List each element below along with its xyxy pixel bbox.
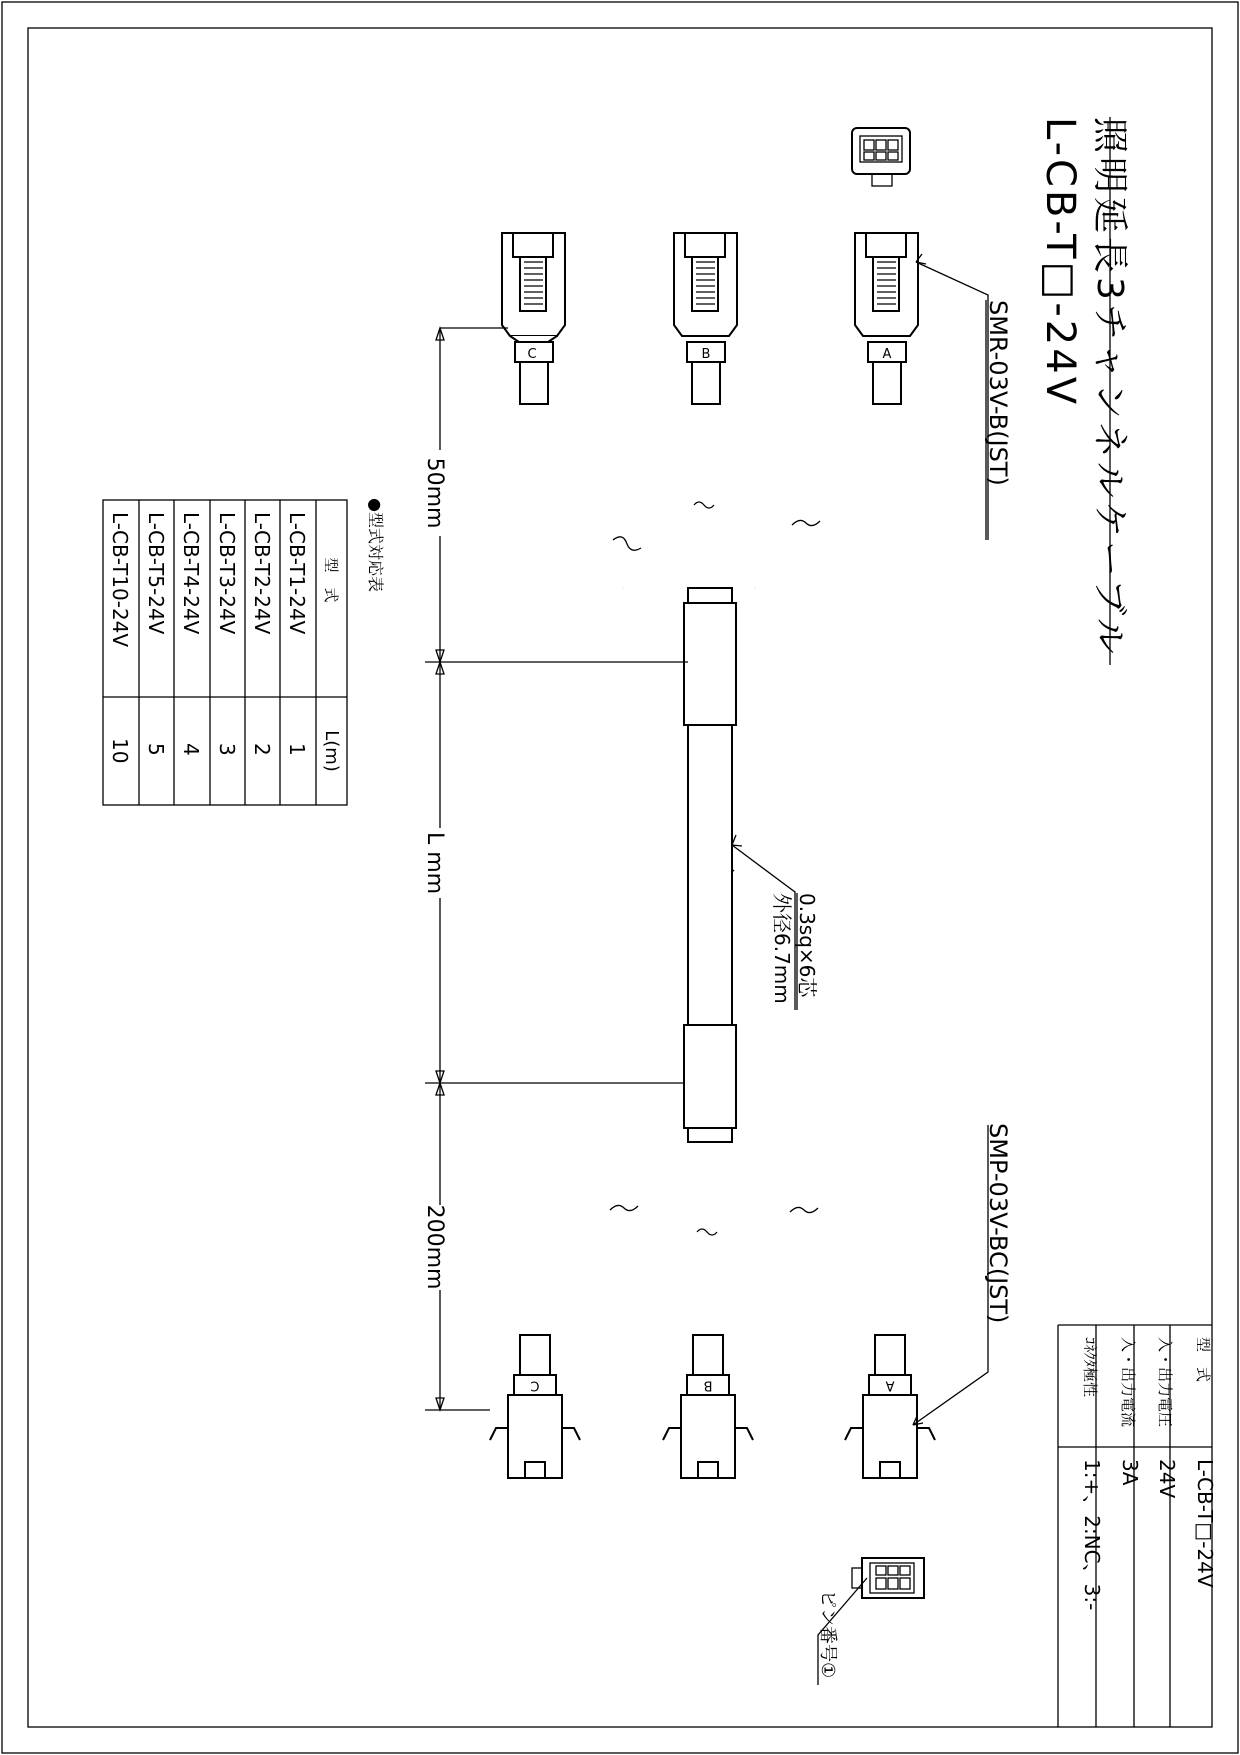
pin-number-note: ピン番号① <box>817 1590 838 1679</box>
table-row-model: L-CB-T10-24V <box>108 512 132 648</box>
bottom-label-b: B <box>703 1377 713 1393</box>
inner-frame <box>28 28 1212 1727</box>
title-model: L-CB-T□-24V <box>1037 117 1083 408</box>
bottom-branches <box>535 1142 890 1335</box>
table-row-model: L-CB-T2-24V <box>250 512 274 635</box>
table-row-length: 5 <box>144 743 168 756</box>
model-table-rows <box>108 512 309 763</box>
spec-table-labels <box>1081 1337 1212 1427</box>
spec-label-voltage: 入・出力電圧 <box>1156 1337 1174 1428</box>
bottom-connector-part: SMP-03V-BC(JST) <box>984 1123 1012 1324</box>
cable-spec-2: 外径6.7mm <box>770 893 794 1004</box>
top-connector-b <box>674 233 737 404</box>
spec-label-type: 型 式 <box>1194 1337 1212 1383</box>
table-row-model: L-CB-T3-24V <box>215 512 239 635</box>
table-row-model: L-CB-T1-24V <box>285 512 309 635</box>
spec-label-current: 入・出力電流 <box>1119 1337 1137 1428</box>
dim-middle-L: L mm <box>422 831 447 895</box>
model-table-header-type: 型 式 <box>322 557 340 603</box>
table-row-model: L-CB-T5-24V <box>144 512 168 635</box>
dim-bottom-200mm: 200mm <box>422 1204 447 1290</box>
bottom-label-c: C <box>530 1377 540 1393</box>
bottom-connector-c <box>490 1335 580 1478</box>
table-row-length: 1 <box>285 743 309 756</box>
spec-label-polarity: ｺﾈｸﾀ極性 <box>1081 1337 1099 1398</box>
spec-value-current: 3A <box>1118 1459 1142 1486</box>
bottom-connectors <box>490 1335 935 1478</box>
spec-table-values <box>1080 1459 1217 1610</box>
model-table-header-l: L(m) <box>321 730 342 772</box>
model-table-caption: ●型式対応表 <box>366 498 385 592</box>
spec-value-voltage: 24V <box>1155 1459 1179 1499</box>
table-row-length: 4 <box>179 743 203 756</box>
bottom-connector-face-icon <box>852 1558 924 1598</box>
top-connector-a <box>855 233 918 404</box>
top-connectors <box>502 233 918 404</box>
top-connector-part: SMR-03V-B(JST) <box>984 300 1012 486</box>
bottom-connector-a <box>845 1335 935 1478</box>
bottom-label-a: A <box>885 1377 895 1393</box>
top-heatshrink <box>684 603 736 725</box>
top-branches <box>521 392 887 588</box>
top-connector-face-icon <box>852 128 910 186</box>
table-row-length: 10 <box>108 738 132 764</box>
bottom-connector-b <box>663 1335 753 1478</box>
table-row-length: 2 <box>250 743 274 756</box>
cable-assembly <box>490 233 935 1478</box>
top-label-a: A <box>882 347 892 362</box>
spec-value-polarity: 1:+、2:NC、3:- <box>1080 1459 1104 1611</box>
cable-spec-1: 0.3sq×6芯 <box>795 893 819 998</box>
top-label-b: B <box>701 347 711 362</box>
table-row-model: L-CB-T4-24V <box>179 512 203 635</box>
title-name: 照明延長3チャンネルケーブル <box>1089 117 1130 658</box>
dim-top-50mm: 50mm <box>422 457 447 529</box>
spec-value-type: L-CB-T□-24V <box>1193 1459 1217 1588</box>
top-connector-c <box>502 233 565 404</box>
table-row-length: 3 <box>215 743 239 756</box>
bottom-heatshrink <box>684 1025 736 1128</box>
top-label-c: C <box>527 347 537 362</box>
